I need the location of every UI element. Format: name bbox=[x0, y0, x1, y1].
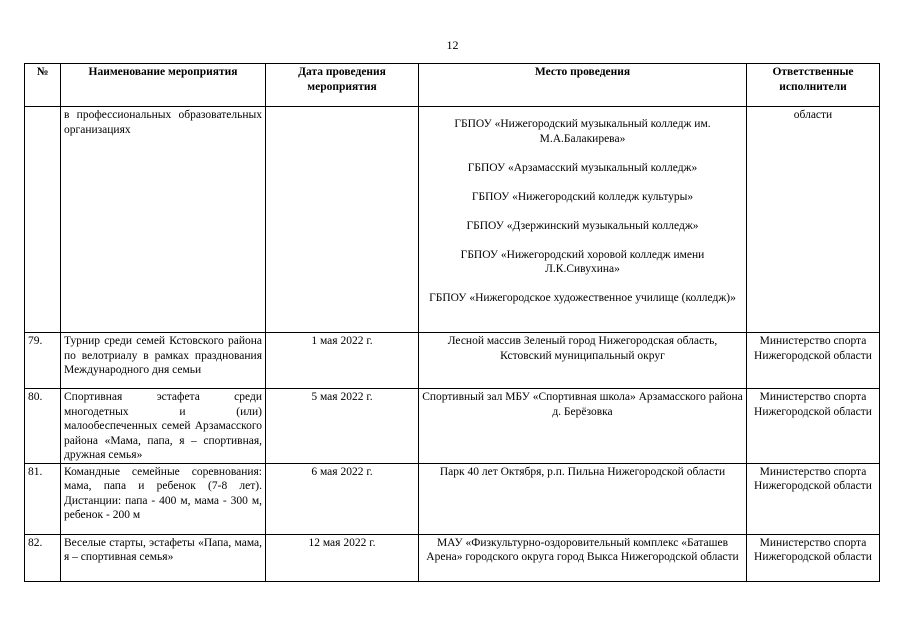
cell-num: 80. bbox=[25, 389, 61, 464]
cell-name: Турнир среди семей Кстовского района по велотриалу в рамках празднования Международного дня семьи bbox=[61, 333, 266, 389]
cell-place: Спортивный зал МБУ «Спортивная школа» Арзамасского района д. Берёзовка bbox=[419, 389, 747, 464]
venue-item: ГБПОУ «Арзамасский музыкальный колледж» bbox=[467, 161, 698, 174]
page-number: 12 bbox=[446, 38, 459, 52]
table-row-continuation bbox=[25, 107, 880, 333]
cell-date: 12 мая 2022 г. bbox=[266, 534, 419, 581]
cell-num bbox=[25, 107, 61, 333]
cell-place: Лесной массив Зеленый город Нижегородская область, Кстовский муниципальный округ bbox=[419, 333, 747, 389]
cell-num: 81. bbox=[25, 463, 61, 534]
cell-date: 6 мая 2022 г. bbox=[266, 463, 419, 534]
cell-responsible: Министерство спорта Нижегородской области bbox=[747, 333, 880, 389]
header-name: Наименование мероприятия bbox=[61, 64, 266, 107]
table-row bbox=[25, 333, 880, 389]
cell-name: Спортивная эстафета среди многодетных и (или) малообеспеченных семей Арзамасского района «Мама, папа, я – спортивная, дружная семья» bbox=[61, 389, 266, 464]
cell-name: Веселые старты, эстафеты «Папа, мама, я – спортивная семья» bbox=[61, 534, 266, 581]
cell-responsible: Министерство спорта Нижегородской области bbox=[747, 463, 880, 534]
cell-responsible: области bbox=[747, 107, 880, 333]
venue-item: ГБПОУ «Дзержинский музыкальный колледж» bbox=[466, 219, 699, 232]
header-responsible: Ответственные исполнители bbox=[747, 64, 880, 107]
header-num: № bbox=[25, 64, 61, 107]
cell-place-venues bbox=[419, 107, 747, 333]
cell-num: 82. bbox=[25, 534, 61, 581]
table-row bbox=[25, 389, 880, 464]
header-date: Дата проведения мероприятия bbox=[266, 64, 419, 107]
cell-date bbox=[266, 107, 419, 333]
cell-place: МАУ «Физкультурно-оздоровительный комплекс «Баташев Арена» городского округа город Выкса Нижегородской области bbox=[419, 534, 747, 581]
header-place: Место проведения bbox=[419, 64, 747, 107]
table-header-row bbox=[25, 64, 880, 107]
cell-responsible: Министерство спорта Нижегородской области bbox=[747, 534, 880, 581]
events-table bbox=[24, 63, 880, 582]
cell-responsible: Министерство спорта Нижегородской области bbox=[747, 389, 880, 464]
cell-place: Парк 40 лет Октября, р.п. Пильна Нижегородской области bbox=[419, 463, 747, 534]
venue-item: ГБПОУ «Нижегородский колледж культуры» bbox=[471, 190, 694, 203]
venue-item: ГБПОУ «Нижегородский хоровой колледж имени Л.К.Сивухина» bbox=[460, 248, 705, 275]
cell-date: 5 мая 2022 г. bbox=[266, 389, 419, 464]
venue-item: ГБПОУ «Нижегородский музыкальный колледж им. М.А.Балакирева» bbox=[454, 118, 711, 145]
table-row bbox=[25, 534, 880, 581]
cell-num: 79. bbox=[25, 333, 61, 389]
cell-name: Командные семейные соревнования: мама, папа и ребенок (7-8 лет). Дистанции: папа - 400 м, мама - 300 м, ребенок - 200 м bbox=[61, 463, 266, 534]
venue-item: ГБПОУ «Нижегородское художественное училище (колледж)» bbox=[429, 292, 736, 304]
cell-name: в профессиональных образовательных организациях bbox=[61, 107, 266, 333]
cell-date: 1 мая 2022 г. bbox=[266, 333, 419, 389]
table-row bbox=[25, 463, 880, 534]
